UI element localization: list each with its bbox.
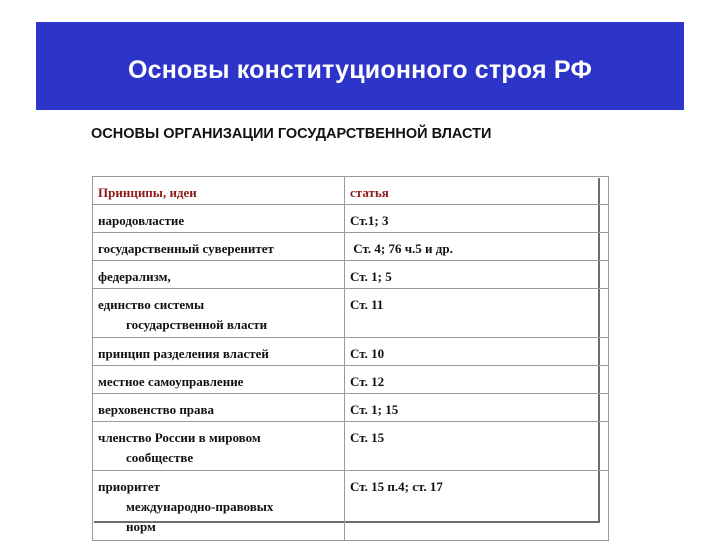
principle-cell: [93, 394, 345, 422]
table-row: [93, 289, 609, 338]
article-cell: Ст. 15: [345, 422, 609, 471]
principle-line: приоритет: [98, 479, 160, 494]
principle-line: государственный суверенитет: [98, 241, 274, 256]
article-cell: Ст. 10: [345, 338, 609, 366]
principle-cell: [93, 205, 345, 233]
article-cell: Ст. 1; 5: [345, 261, 609, 289]
principle-line: принцип разделения властей: [98, 346, 269, 361]
principle-line: международно-правовых: [126, 499, 274, 514]
principle-cell: [93, 261, 345, 289]
principle-cell: [93, 233, 345, 261]
principle-cell: [93, 338, 345, 366]
principle-cell: [93, 471, 345, 541]
table-row: [93, 394, 609, 422]
principle-line: верховенство права: [98, 402, 215, 417]
principle-cell: [93, 422, 345, 471]
header-principles: Принципы, идеи: [93, 177, 345, 205]
principle-line: членство России в мировом: [98, 430, 261, 445]
article-cell: Ст. 4; 76 ч.5 и др.: [345, 233, 609, 261]
title-banner: [36, 22, 684, 110]
article-cell: Ст. 12: [345, 366, 609, 394]
principle-line: норм: [126, 519, 156, 534]
table-row: [93, 261, 609, 289]
principle-line: местное самоуправление: [98, 374, 244, 389]
table-row: [93, 422, 609, 471]
header-article: статья: [345, 177, 609, 205]
principle-line: федерализм,: [98, 269, 171, 284]
principles-table-container: [92, 176, 598, 534]
slide-subtitle: ОСНОВЫ ОРГАНИЗАЦИИ ГОСУДАРСТВЕННОЙ ВЛАСТИ: [91, 126, 492, 142]
slide-title: Основы конституционного строя РФ: [128, 55, 592, 84]
article-cell: Ст. 1; 15: [345, 394, 609, 422]
principle-line: государственной власти: [126, 317, 268, 332]
principle-line: народовластие: [98, 213, 185, 228]
principle-line: сообществе: [126, 450, 194, 465]
principle-cell: [93, 366, 345, 394]
table-row: [93, 366, 609, 394]
article-cell: Ст. 11: [345, 289, 609, 338]
table-row: [93, 471, 609, 541]
table-header-row: [93, 177, 609, 205]
table-row: [93, 338, 609, 366]
principle-line: единство системы: [98, 297, 205, 312]
article-cell: Ст. 15 п.4; ст. 17: [345, 471, 609, 541]
principle-cell: [93, 289, 345, 338]
table-row: [93, 233, 609, 261]
table-row: [93, 205, 609, 233]
principles-table: [92, 176, 609, 541]
article-cell: Ст.1; 3: [345, 205, 609, 233]
